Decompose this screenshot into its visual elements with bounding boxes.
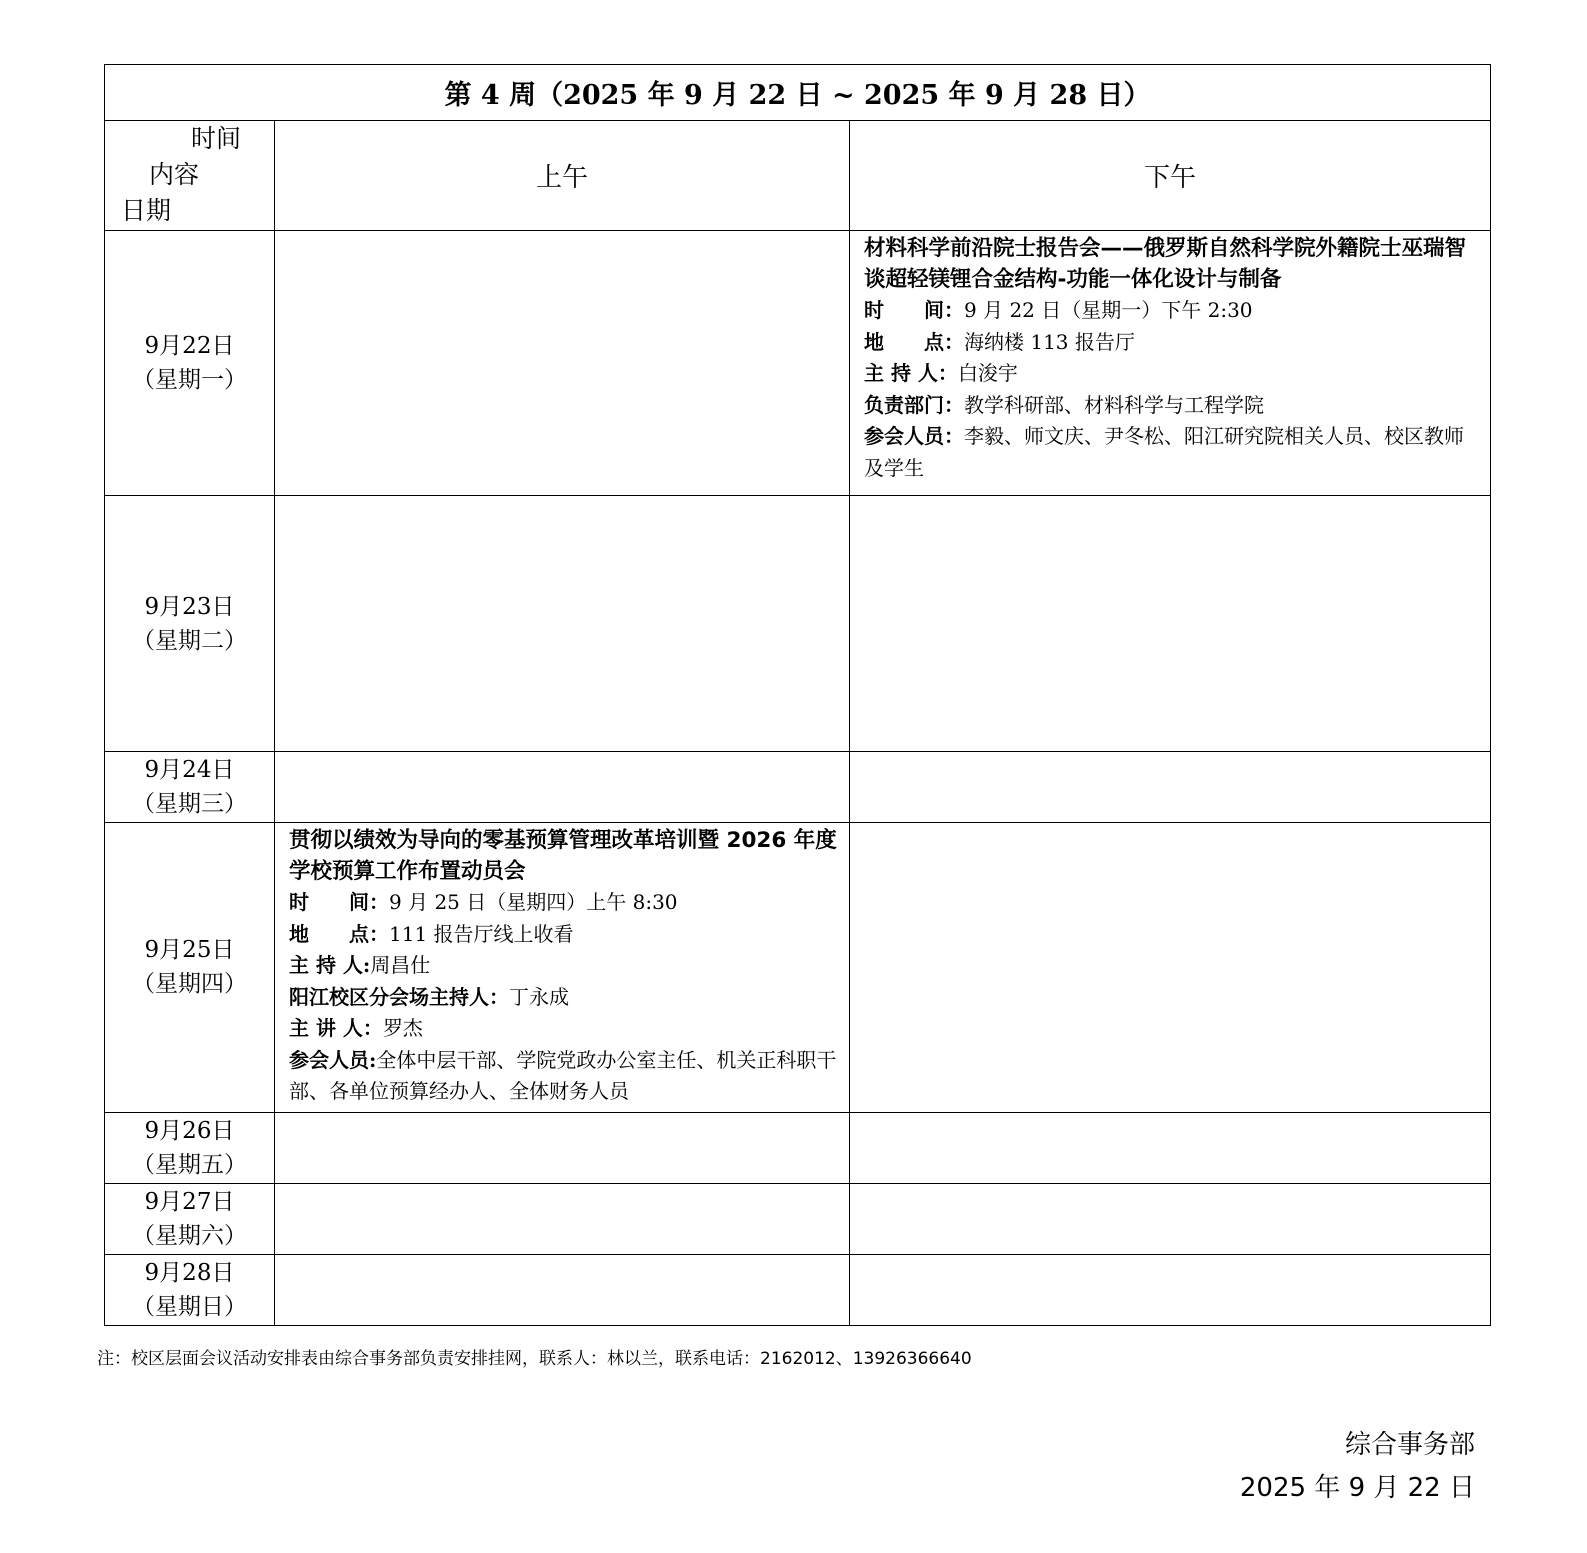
weekday: （星期二） xyxy=(132,627,247,654)
event-host: 主 持 人:周昌仕 xyxy=(289,953,431,977)
afternoon-slot xyxy=(850,823,1491,1113)
weekday: （星期六） xyxy=(132,1222,247,1249)
morning-slot xyxy=(275,1183,850,1254)
weekday: （星期五） xyxy=(132,1151,247,1178)
footnote: 注：校区层面会议活动安排表由综合事务部负责安排挂网，联系人：林以兰，联系电话：2162012、13926366640 xyxy=(97,1349,972,1369)
event-time: 时 间：9 月 25 日（星期四）上午 8:30 xyxy=(289,890,678,914)
event-place: 地 点：111 报告厅线上收看 xyxy=(289,921,574,946)
event-place: 地 点：海纳楼 113 报告厅 xyxy=(864,329,1135,354)
event-cell xyxy=(850,231,1491,496)
weekday: （星期日） xyxy=(132,1293,247,1320)
header-date-label: 日期 xyxy=(121,196,172,225)
date: 9月24日 xyxy=(144,757,235,783)
date-cell xyxy=(105,823,275,1113)
afternoon-slot xyxy=(850,1183,1491,1254)
diagonal-header-cell xyxy=(105,121,275,231)
afternoon-slot xyxy=(850,496,1491,752)
header-morning: 上午 xyxy=(275,121,850,231)
header-content-label: 内容 xyxy=(149,160,200,189)
date-cell xyxy=(105,1112,275,1183)
header-time-label: 时间 xyxy=(191,124,242,153)
schedule-row-sun xyxy=(105,1254,1491,1325)
date-cell xyxy=(105,1183,275,1254)
weekday: （星期四） xyxy=(132,971,247,998)
date-cell xyxy=(105,231,275,496)
date: 9月22日 xyxy=(144,333,235,359)
schedule-row-wed xyxy=(105,752,1491,823)
schedule-row-thu xyxy=(105,823,1491,1113)
weekday: （星期三） xyxy=(132,791,247,817)
event-attendees: 参会人员：李毅、师文庆、尹冬松、阳江研究院相关人员、校区教师及学生 xyxy=(864,424,1464,480)
date-cell xyxy=(105,1254,275,1325)
header-afternoon: 下午 xyxy=(850,121,1491,231)
event-title: 贯彻以绩效为导向的零基预算管理改革培训暨 2026 年度学校预算工作布置动员会 xyxy=(289,828,837,884)
morning-slot xyxy=(275,496,850,752)
signature-department: 综合事务部 xyxy=(1344,1430,1475,1460)
date: 9月26日 xyxy=(144,1117,235,1144)
morning-slot xyxy=(275,1254,850,1325)
morning-slot xyxy=(275,1112,850,1183)
event-attendees: 参会人员:全体中层干部、学院党政办公室主任、机关正科职干部、各单位预算经办人、全体财务人员 xyxy=(289,1047,837,1103)
event-time: 时 间：9 月 22 日（星期一）下午 2:30 xyxy=(864,298,1253,322)
schedule-row-sat xyxy=(105,1183,1491,1254)
event-title: 材料科学前沿院士报告会——俄罗斯自然科学院外籍院士巫瑞智谈超轻镁锂合金结构-功能一体化设计与制备 xyxy=(864,236,1467,292)
date-cell xyxy=(105,496,275,752)
weekly-schedule-table xyxy=(104,64,1491,1326)
afternoon-slot xyxy=(850,752,1491,823)
schedule-row-fri xyxy=(105,1112,1491,1183)
date: 9月27日 xyxy=(144,1188,235,1215)
date: 9月23日 xyxy=(144,593,235,620)
event-department: 负责部门：教学科研部、材料科学与工程学院 xyxy=(864,392,1264,417)
morning-slot xyxy=(275,231,850,496)
morning-slot xyxy=(275,752,850,823)
date-cell xyxy=(105,752,275,823)
schedule-row-tue xyxy=(105,496,1491,752)
afternoon-slot xyxy=(850,1112,1491,1183)
event-speaker: 主 讲 人：罗杰 xyxy=(289,1016,423,1040)
event-branch-host: 阳江校区分会场主持人：丁永成 xyxy=(289,984,569,1009)
weekday: （星期一） xyxy=(132,367,247,393)
event-cell xyxy=(275,823,850,1113)
event-host: 主 持 人：白浚宇 xyxy=(864,361,1018,385)
schedule-title: 第 4 周（2025 年 9 月 22 日 ~ 2025 年 9 月 28 日） xyxy=(105,65,1491,121)
date: 9月25日 xyxy=(144,937,235,964)
afternoon-slot xyxy=(850,1254,1491,1325)
schedule-row-mon xyxy=(105,231,1491,496)
date: 9月28日 xyxy=(144,1259,235,1286)
signature-date: 2025 年 9 月 22 日 xyxy=(1239,1473,1475,1503)
